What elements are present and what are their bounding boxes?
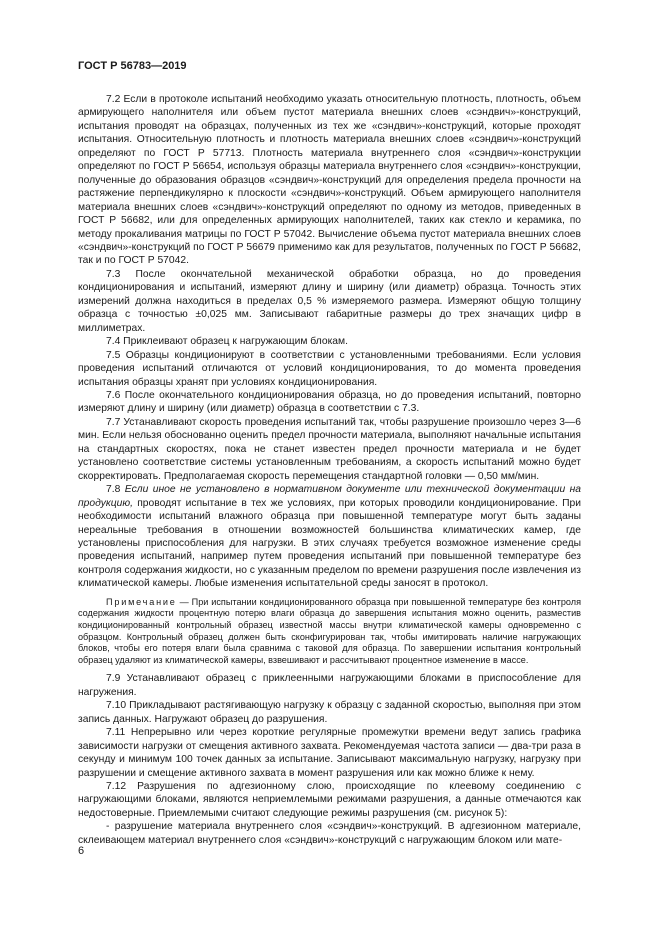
paragraph-7-4: 7.4 Приклеивают образец к нагружающим блокам. <box>106 336 348 348</box>
note-paragraph <box>78 597 581 667</box>
paragraph-7-5: 7.5 Образцы кондиционируют в соответствии с установленными требованиями. Если условия проведения испытаний отличаются от условий кондиционирования, то до момента проведения испытания образцы хранят при условиях кондиционирования. <box>78 349 581 388</box>
document-header: ГОСТ Р 56783—2019 <box>78 60 187 72</box>
paragraph-7-11: 7.11 Непрерывно или через короткие регулярные промежутки времени ведут запись графика зависимости нагрузки от смещения активного захвата. Рекомендуемая частота записи — два-три раза в секунду и минимум 100 точек данных за испытание. Записывают максимальную нагрузку, нагрузку при разрушении и смещение активного захвата в момент разрушения или как можно ближе к нему. <box>78 727 581 779</box>
section-after-note <box>78 672 581 847</box>
paragraph-7-8-italic: Если иное не установлено в нормативном документе или технической документации на продукцию, <box>78 484 581 509</box>
paragraph-7-10: 7.10 Прикладывают растягивающую нагрузку к образцу с заданной скоростью, выполняя при этом запись данных. Нагружают образец до разрушения. <box>78 700 581 725</box>
paragraph-7-8-rest: проводят испытание в тех же условиях, при которых проводили кондиционирование. При необходимости испытаний влажного образца при повышенной температуре могут быть заданы нереальные требования в отношении возможностей большинства климатических камер, где установлены приспособления для нагрузки. В этих случаях требуется возможное изменение среды проведения испытаний, например путем проведения испытаний при повышенной температуре без контроля содержания жидкости, но с указанным пределом по времени разрушения после извлечения из климатической камеры. Любые изменения испытательной среды заносят в протокол. <box>78 497 581 590</box>
document-body <box>78 93 581 847</box>
paragraph-7-8-lead: 7.8 <box>106 484 125 496</box>
section-before-note <box>78 93 581 483</box>
page-number: 6 <box>78 845 85 857</box>
note-block <box>78 597 581 667</box>
paragraph-7-2: 7.2 Если в протоколе испытаний необходимо указать относительную плотность, плотность, объем армирующего наполнителя или объем пустот материала внешних слоев «сэндвич»-конструкций, испытания проводят на образцах, полученных из тех же «сэндвич»-конструкций, которые проходят испытания. Относительную плотность и плотность материала внешних слоев «сэндвич»-конструкций определяют по ГОСТ Р 57713. Плотность материала внутреннего слоя «сэндвич»-конструкции определяют по ГОСТ Р 56654, используя образцы материала внутреннего слоя «сэндвич»-конструкции, полученные до образования образцов «сэндвич»-конструкций для определения предела прочности на растяжение перпендикулярно к плоскости «сэндвич»-конструкций. Объем армирующего наполнителя материала внешних слоев «сэндвич»-конструкций определяют по одному из методов, приведенных в ГОСТ Р 56682, или для определенных армирующих наполнителей, таких как стекло и керамика, по методу прокаливания матрицы по ГОСТ Р 57042. Вычисление объема пустот материала внешних слоев «сэндвич»-конструкций по ГОСТ Р 56679 применимо как для результатов, полученных по ГОСТ Р 56682, так и по ГОСТ Р 57042. <box>78 94 581 267</box>
note-label: Примечание <box>106 596 177 607</box>
note-text: — При испытании кондиционированного образца при повышенной температуре без контроля содержания жидкости процентную потерю влаги образца до завершения испытания можно оценить, разместив кондиционированный контрольный образец известной массы внутри климатической камеры одновременно с образцом. Контрольный образец должен быть сконфигурирован так, чтобы имитировать наличие нагружающих блоков, чтобы его потеря влаги была сравнима с таковой для образца. По завершении испытания контрольный образец удаляют из климатической камеры, взвешивают и рассчитывают процентное изменение в массе. <box>78 596 581 665</box>
paragraph-7-8 <box>78 483 581 591</box>
paragraph-7-9: 7.9 Устанавливают образец с приклеенными нагружающими блоками в приспособление для нагружения. <box>78 673 581 698</box>
paragraph-7-3: 7.3 После окончательной механической обработки образца, но до проведения кондиционирования и испытаний, измеряют длину и ширину (или диаметр) образца. Точность этих измерений должна находиться в пределах 0,5 % измеряемого размера. Измеряют общую толщину образца с точностью ±0,025 мм. Записывают габаритные размеры до трех значащих цифр в миллиметрах. <box>78 268 581 334</box>
paragraph-7-12: 7.12 Разрушения по адгезионному слою, происходящие по клеевому соединению с нагружающими блоками, являются неприемлемыми режимами разрушения, а данные отмечаются как недостоверные. Приемлемыми считают следующие режимы разрушения (см. рисунок 5): <box>78 780 581 819</box>
paragraph-7-7: 7.7 Устанавливают скорость проведения испытаний так, чтобы разрушение произошло через 3—6 мин. Если нельзя обоснованно оценить предел прочности материала, выполняют начальные испытания на стандартных скоростях, пока не станет известен предел прочности материала и не будет установлено соответствие системы установленным требованиям, а скорость испытаний можно будет скорректировать. Предполагаемая скорость перемещения стандартной головки — 0,50 мм/мин. <box>78 416 581 482</box>
paragraph-list-1: - разрушение материала внутреннего слоя «сэндвич»-конструкций. В адгезионном материале, склеивающем материал внутреннего слоя «сэндвич»-конструкций с нагружающим блоком или мате- <box>78 821 581 846</box>
paragraph-7-6: 7.6 После окончательного кондиционирования образца, но до проведения испытаний, повторно измеряют длину и ширину (или диаметр) образца в соответствии с 7.3. <box>78 389 581 415</box>
